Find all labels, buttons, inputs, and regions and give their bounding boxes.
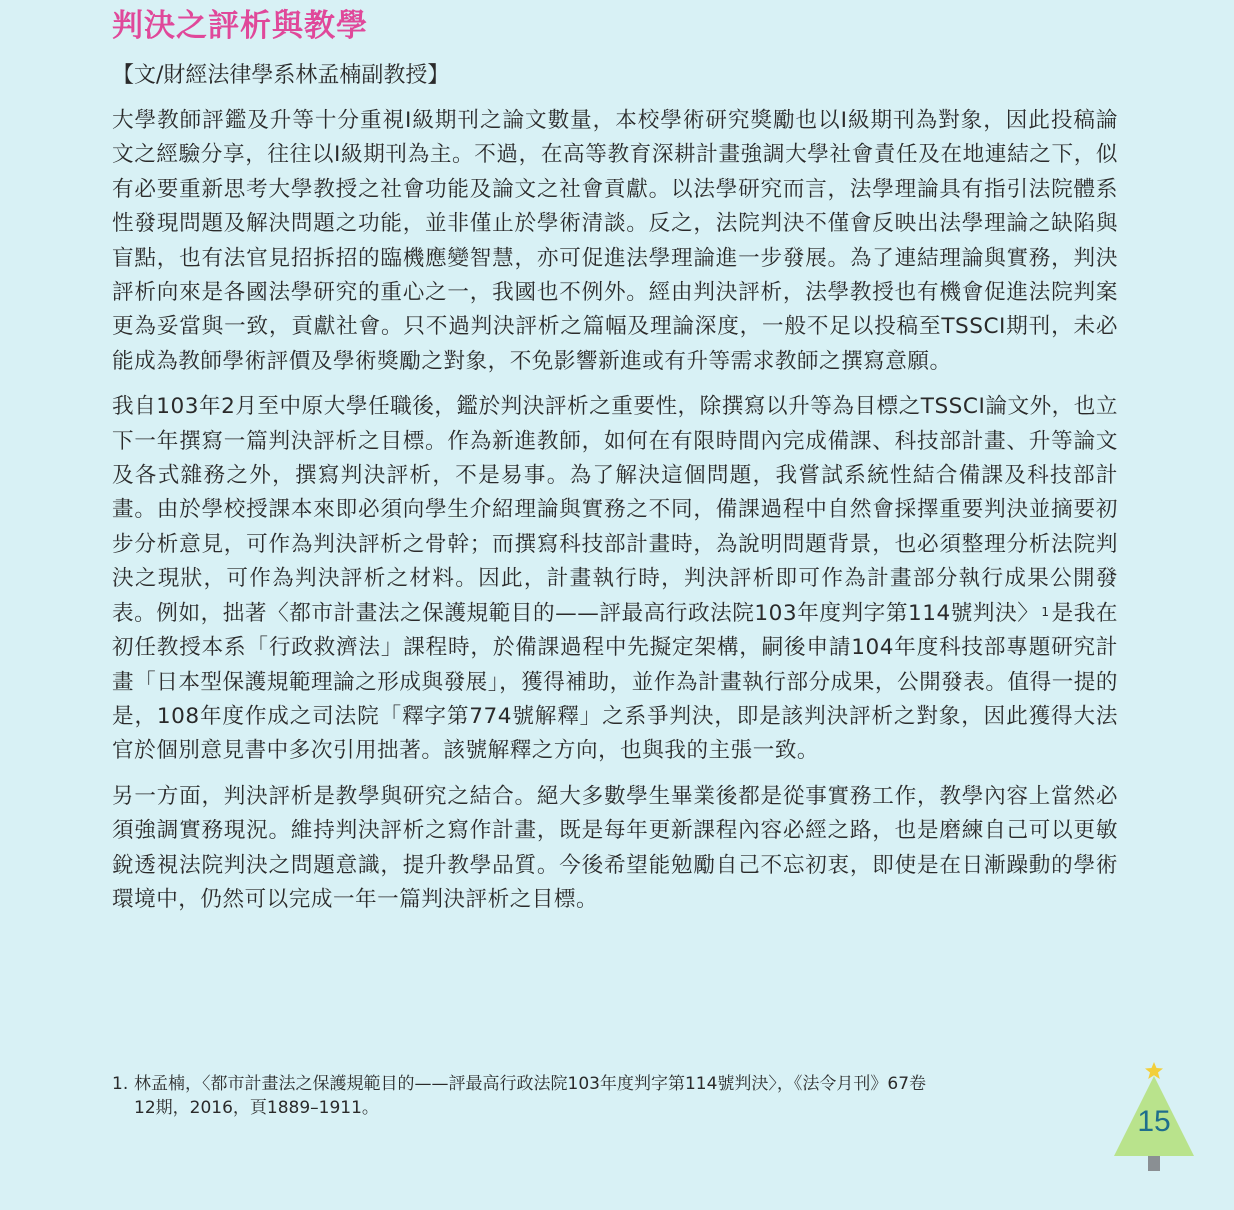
paragraph-2-text-before: 我自103年2月至中原大學任職後，鑑於判決評析之重要性，除撰寫以升等為目標之TSSCI論文外，也立下一年撰寫一篇判決評析之目標。作為新進教師，如何在有限時間內完成備課、科技部計畫、升等論文及各式雜務之外，撰寫判決評析，不是易事。為了解決這個問題，我嘗試系統性結合備課及科技部計畫。由於學校授課本來即必須向學生介紹理論與實務之不同，備課過程中自然會採擇重要判決並摘要初步分析意見，可作為判決評析之骨幹；而撰寫科技部計畫時，為說明問題背景，也必須整理分析法院判決之現狀，可作為判決評析之材料。因此，計畫執行時，判決評析即可作為計畫部分執行成果公開發表。例如，拙著〈都市計畫法之保護規範目的——評最高行政法院103年度判字第114號判決〉 (112, 394, 1118, 626)
footnote-text-line-2: 12期，2016，頁1889–1911。 (134, 1098, 379, 1118)
paragraph-2-text-after: 是我在初任教授本系「行政救濟法」課程時，於備課過程中先擬定架構，嗣後申請104年度科技部專題研究計畫「日本型保護規範理論之形成與發展」，獲得補助，並作為計畫執行部分成果，公開發表。值得一提的是，108年度作成之司法院「釋字第774號解釋」之系爭判決，即是該判決評析之對象，因此獲得大法官於個別意見書中多次引用拙著。該號解釋之方向，也與我的主張一致。 (112, 600, 1118, 764)
paragraph-3: 另一方面，判決評析是教學與研究之結合。絕大多數學生畢業後都是從事實務工作，教學內容上當然必須強調實務現況。維持判決評析之寫作計畫，既是每年更新課程內容必經之路，也是磨練自己可以更敏銳透視法院判決之問題意識，提升教學品質。今後希望能勉勵自己不忘初衷，即使是在日漸躁動的學術環境中，仍然可以完成一年一篇判決評析之目標。 (112, 783, 1118, 912)
footnote-number: 1. (112, 1074, 129, 1094)
paragraph-1: 大學教師評鑑及升等十分重視I級期刊之論文數量，本校學術研究獎勵也以I級期刊為對象，因此投稿論文之經驗分享，往往以I級期刊為主。不過，在高等教育深耕計畫強調大學社會責任及在地連結之下，似有必要重新思考大學教授之社會功能及論文之社會貢獻。以法學研究而言，法學理論具有指引法院體系性發現問題及解決問題之功能，並非僅止於學術清談。反之，法院判決不僅會反映出法學理論之缺陷與盲點，也有法官見招拆招的臨機應變智慧，亦可促進法學理論進一步發展。為了連結理論與實務，判決評析向來是各國法學研究的重心之一，我國也不例外。經由判決評析，法學教授也有機會促進法院判案更為妥當與一致，貢獻社會。只不過判決評析之篇幅及理論深度，一般不足以投稿至TSSCI期刊，未必能成為教師學術評價及學術獎勵之對象，不免影響新進或有升等需求教師之撰寫意願。 (112, 108, 1118, 374)
tree-trunk (1148, 1156, 1160, 1171)
article-body (112, 104, 1118, 928)
footnote-reference: 1 (1041, 604, 1050, 619)
article-title: 判決之評析與教學 (112, 8, 368, 44)
page-number: 15 (1137, 1105, 1171, 1138)
footnote (112, 1072, 1112, 1120)
footnote-text-line-1: 林孟楠，〈都市計畫法之保護規範目的——評最高行政法院103年度判字第114號判決〉，《法令月刊》67卷 (134, 1074, 927, 1094)
paragraph-2 (112, 390, 1118, 768)
author-byline: 【文/財經法律學系林孟楠副教授】 (112, 63, 450, 88)
page-number-badge (1112, 1060, 1196, 1175)
